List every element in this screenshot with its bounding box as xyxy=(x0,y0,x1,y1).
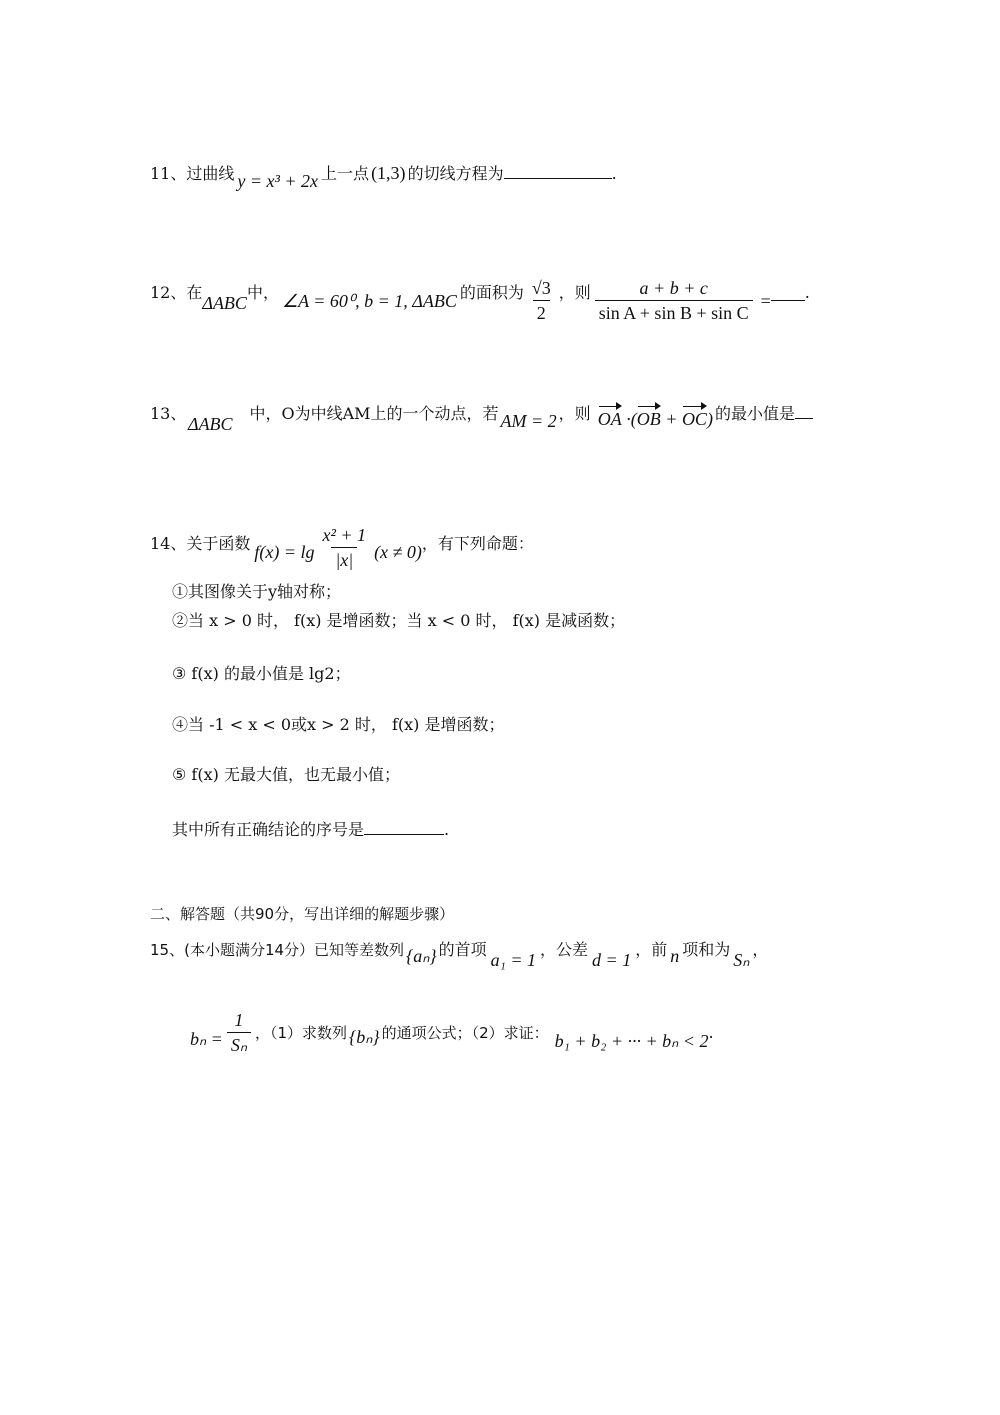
q15-d: d = 1 xyxy=(592,950,632,970)
q15-text-h: 的通项公式；（2）求证： xyxy=(381,1023,549,1042)
q12-area-num: √3 xyxy=(531,278,551,298)
q11-label: 11、过曲线 xyxy=(150,164,235,183)
q15-bn-den: Sₙ xyxy=(227,1032,251,1055)
q14-domain: (x ≠ 0) xyxy=(374,541,422,562)
q15-bn-fraction xyxy=(227,1010,251,1055)
q11-point: (1,3) xyxy=(371,163,406,183)
q15-ineq: b₁ + b₂ + ··· + bₙ < 2 xyxy=(554,1030,709,1051)
q15-text-a: 15、(本小题满分14分）已知等差数列 xyxy=(150,941,405,959)
q12-given: ∠A = 60⁰, b = 1, ΔABC xyxy=(281,290,457,311)
q14-frac-den: |x| xyxy=(331,547,357,570)
q12-triangle: ΔABC xyxy=(202,292,247,313)
q12-mid3: ，则 xyxy=(558,282,591,302)
q13-answer-blank[interactable] xyxy=(795,402,813,419)
question-15-line-2 xyxy=(190,1010,714,1055)
q14-label: 14、关于函数 xyxy=(150,533,251,553)
q11-mid: 上一点 xyxy=(321,164,370,183)
q15-text-c: ，公差 xyxy=(540,940,589,959)
q12-ratio-fraction xyxy=(595,278,753,323)
vector-ob: OB xyxy=(636,409,661,429)
q15-seq-a: {aₙ} xyxy=(406,946,437,966)
q14-item-5: ⑤ f(x) 无最大值，也无最小值； xyxy=(172,765,400,784)
q13-text1: 中，O为中线AM上的一个动点，若 xyxy=(249,404,499,423)
q12-mid2: 的面积为 xyxy=(459,282,524,302)
q15-text-i: . xyxy=(708,1022,714,1042)
q15-a1: a₁ = 1 xyxy=(490,950,537,970)
vector-oa: OA xyxy=(597,409,622,429)
section-2-title: 二、解答题（共90分，写出详细的解题步骤） xyxy=(150,905,455,923)
question-11 xyxy=(150,162,617,191)
q15-text-g: ，（1）求数列 xyxy=(255,1023,348,1042)
q14-item-3: ③ f(x) 的最小值是 lg2； xyxy=(172,664,351,683)
q15-text-f: ， xyxy=(752,940,769,959)
q14-conclusion-text: 其中所有正确结论的序号是 xyxy=(172,820,365,839)
q11-tail: 的切线方程为 xyxy=(407,164,504,183)
q13-label: 13、 xyxy=(150,404,187,423)
q15-Sn: Sₙ xyxy=(733,950,750,970)
q14-tail: ，有下列命题： xyxy=(421,533,534,553)
q14-answer-blank[interactable] xyxy=(364,818,444,835)
q15-seq-b: {bₙ} xyxy=(349,1026,380,1047)
question-13 xyxy=(150,402,813,434)
q15-text-d: ，前 xyxy=(635,940,668,959)
q12-frac-num: a + b + c xyxy=(639,278,708,298)
q12-label: 12、在 xyxy=(150,282,203,302)
q13-tail: 的最小值是 xyxy=(714,404,795,423)
q13-cond: AM = 2 xyxy=(500,411,557,431)
q11-answer-blank[interactable] xyxy=(504,162,612,179)
q14-item-4: ④当 -1 < x < 0或x > 2 时， f(x) 是增函数； xyxy=(172,715,505,734)
q12-answer-blank[interactable] xyxy=(771,284,805,301)
q14-item-2: ②当 x > 0 时， f(x) 是增函数；当 x < 0 时， f(x) 是减函数； xyxy=(172,611,626,630)
q13-text2: ，则 xyxy=(558,404,591,423)
q13-triangle: ΔABC xyxy=(188,414,233,434)
q12-mid1: 中， xyxy=(246,282,279,302)
question-14 xyxy=(150,521,534,570)
q14-end: . xyxy=(444,820,450,839)
q15-bn-num: 1 xyxy=(234,1010,244,1030)
q12-eq: = xyxy=(760,290,771,311)
question-12 xyxy=(150,270,810,323)
q12-area-fraction xyxy=(528,278,555,323)
q11-end: . xyxy=(611,164,617,183)
q14-conclusion xyxy=(172,818,449,840)
question-15-line-1 xyxy=(150,940,769,970)
q13-expr: OA ·(OB + OC) xyxy=(597,409,713,429)
q15-n: n xyxy=(670,946,680,966)
q12-end: . xyxy=(804,282,810,302)
q15-text-e: 项和为 xyxy=(682,940,731,959)
q15-bn-lhs: bₙ = xyxy=(190,1028,223,1049)
q14-item-1: ①其图像关于y轴对称； xyxy=(172,582,342,601)
q11-formula: y = x³ + 2x xyxy=(237,171,319,191)
q12-frac-den: sin A + sin B + sin C xyxy=(595,300,753,323)
q15-text-b: 的首项 xyxy=(438,940,487,959)
q14-func: f(x) = lg xyxy=(254,541,315,562)
vector-oc: OC xyxy=(681,409,707,429)
q14-fraction xyxy=(319,525,371,570)
q12-area-den: 2 xyxy=(533,300,550,323)
q14-frac-num: x² + 1 xyxy=(322,525,367,545)
